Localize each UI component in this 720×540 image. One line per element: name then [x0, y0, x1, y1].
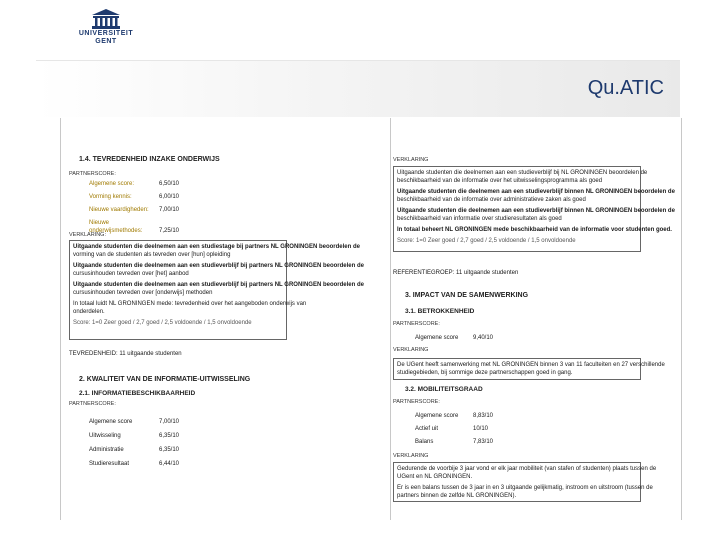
box-line: Uitgaande studenten die deelnemen aan een studieverblijf bij partners NL GRONINGEN beoordelen de: [73, 282, 364, 288]
box-line: Uitgaande studenten die deelnemen aan een studieverblijf bij NL GRONINGEN beoordelen de: [397, 170, 648, 176]
score-key: Nieuwe vaardigheden:: [89, 207, 149, 213]
score-key: Algemene score: [89, 419, 133, 425]
section-heading-2: 2. KWALITEIT VAN DE INFORMATIE-UITWISSELING: [79, 376, 251, 383]
score-row: [89, 206, 179, 214]
score-key: Vorming kennis:: [89, 194, 132, 200]
box-line: In totaal beheert NL GRONINGEN mede beschikbaarheid van de informatie voor studenten goed.: [397, 227, 672, 233]
verklaring-label: VERKLARING: [393, 453, 429, 459]
score-row: [415, 334, 493, 342]
explanation-box: [393, 166, 675, 252]
referentiegroep-line: REFERENTIEGROEP: 11 uitgaande studenten: [393, 270, 519, 276]
box-line: Er is een balans tussen de 3 jaar in en 3 uitgaande gelijkmatig, instroom en uitstroom (tussen de: [397, 485, 653, 491]
score-row: [89, 193, 179, 201]
score-value: 7,25/10: [159, 228, 180, 234]
section-heading-2-1: 2.1. INFORMATIEBESCHIKBAARHEID: [79, 390, 196, 397]
score-key: Uitwisseling: [89, 433, 121, 439]
partnerscore-label: PARTNERSCORE:: [69, 401, 116, 407]
score-value: 6,35/10: [159, 447, 180, 453]
section-heading-3: 3. IMPACT VAN DE SAMENWERKING: [405, 292, 529, 299]
section-heading-3-2: 3.2. MOBILITEITSGRAAD: [405, 386, 483, 393]
box-line: cursusinhouden tevreden over [het] aanbod: [73, 271, 189, 277]
score-row: [89, 432, 179, 440]
verklaring-label: VERKLARING: [393, 347, 429, 353]
document-page-right: [390, 118, 682, 520]
section-heading-3-1: 3.1. BETROKKENHEID: [405, 308, 475, 315]
box-line: Uitgaande studenten die deelnemen aan een studiestage bij partners NL GRONINGEN beoordelen de: [73, 244, 360, 250]
score-row: [89, 460, 179, 468]
score-key: Algemene score: [415, 413, 459, 419]
explanation-box: [393, 358, 665, 380]
logo-line-2: GENT: [95, 38, 117, 45]
score-row: [89, 446, 179, 454]
section-heading-1-4: 1.4. TEVREDENHEID INZAKE ONDERWIJS: [79, 156, 220, 163]
box-line: Uitgaande studenten die deelnemen aan een studieverblijf binnen NL GRONINGEN beoordelen de: [397, 208, 675, 214]
score-value: 6,00/10: [159, 194, 180, 200]
score-row: [415, 412, 493, 420]
score-key: Algemene score: [415, 335, 459, 341]
tevredenheid-line: TEVREDENHEID: 11 uitgaande studenten: [69, 351, 182, 357]
verklaring-label: VERKLARING: [393, 157, 429, 163]
box-line: In totaal luidt NL GRONINGEN mede: tevredenheid over het aangeboden onderwijs van: [73, 301, 307, 307]
score-key: Balans: [415, 439, 434, 445]
score-key: Algemene score:: [89, 181, 135, 187]
score-value: 9,40/10: [473, 335, 494, 341]
score-row: [89, 418, 179, 426]
verklaring-label: VERKLARING:: [69, 232, 106, 238]
box-line: Uitgaande studenten die deelnemen aan een studieverblijf binnen NL GRONINGEN beoordelen de: [397, 189, 675, 195]
box-line: partners binnen de zelfde NL GRONINGEN).: [397, 493, 517, 499]
score-key: Actief uit: [415, 426, 439, 432]
title-banner: [36, 60, 680, 117]
partnerscore-label: PARTNERSCORE:: [69, 171, 116, 177]
box-line: vorming van de studenten als tevreden over [hun] opleiding: [73, 252, 231, 258]
score-value: 6,50/10: [159, 181, 180, 187]
box-line: Score: 1=0 Zeer goed / 2,7 goed / 2,5 voldoende / 1,5 onvoldoende: [397, 238, 576, 244]
score-key: Nieuwe onderwijsmethodes:: [89, 220, 143, 234]
box-line: De UGent heeft samenwerking met NL GRONINGEN binnen 3 van 11 faculteiten en 27 verschillende: [397, 362, 665, 368]
partnerscore-label: PARTNERSCORE:: [393, 321, 440, 327]
score-value: 7,00/10: [159, 419, 180, 425]
score-key: Administratie: [89, 447, 124, 453]
university-building-icon: [91, 8, 121, 30]
box-line: UGent en NL GRONINGEN.: [397, 474, 473, 480]
page-title: Qu.ATIC: [587, 77, 664, 99]
box-line: studiegebieden, bij sommige deze partnerschappen goed in gang.: [397, 370, 573, 376]
box-line: Uitgaande studenten die deelnemen aan een studieverblijf bij partners NL GRONINGEN beoordelen de: [73, 263, 364, 269]
score-value: 6,35/10: [159, 433, 180, 439]
score-value: 10/10: [473, 426, 489, 432]
box-line: beschikbaarheid van de informatie over administratieve zaken als goed: [397, 197, 586, 203]
score-key: Studieresultaat: [89, 461, 130, 467]
box-line: Score: 1=0 Zeer goed / 2,7 goed / 2,5 voldoende / 1,5 onvoldoende: [73, 320, 252, 326]
score-value: 7,00/10: [159, 207, 180, 213]
explanation-box: [69, 240, 364, 340]
box-line: beschikbaarheid van de informatie over het uitwisselingsprogramma als goed: [397, 178, 603, 184]
document-page-left: [60, 118, 364, 520]
partnerscore-label: PARTNERSCORE:: [393, 399, 440, 405]
box-line: cursusinhouden tevreden over [onderwijs] methoden: [73, 290, 213, 296]
box-line: onderdelen.: [73, 309, 105, 315]
score-row: [89, 180, 179, 188]
score-row: [415, 425, 488, 433]
university-logo: [76, 8, 136, 46]
explanation-box: [393, 462, 657, 502]
score-value: 6,44/10: [159, 461, 180, 467]
score-value: 8,83/10: [473, 413, 494, 419]
score-value: 7,83/10: [473, 439, 494, 445]
box-line: Gedurende de voorbije 3 jaar vond er elk jaar mobiliteit (van stafen of studenten) plaats tussen de: [397, 466, 657, 472]
score-row: [415, 438, 493, 446]
logo-line-1: UNIVERSITEIT: [78, 30, 134, 37]
box-line: beschikbaarheid van informatie over studieresultaten als goed: [397, 216, 562, 222]
